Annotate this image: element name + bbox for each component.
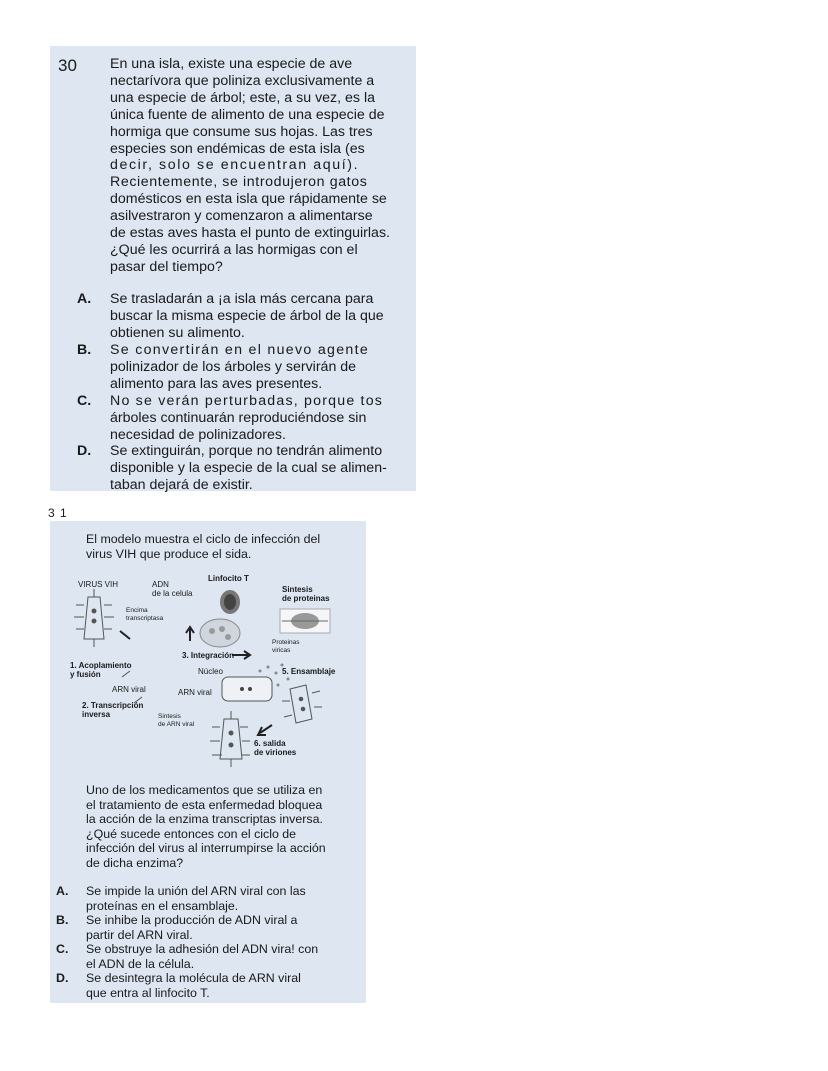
diagram-label-line: de la celula (152, 589, 193, 598)
option-line: taban dejará de existir. (110, 476, 253, 493)
option-line: buscar la misma especie de árbol de la que (110, 307, 384, 324)
diagram-label-line: de ARN viral (158, 720, 195, 728)
option-b[interactable] (56, 913, 362, 943)
stem-line: de estas aves hasta el punto de extinguirlas. (110, 225, 390, 242)
option-line: partir del ARN viral. (86, 927, 193, 942)
arrow-icon (186, 627, 194, 641)
diagram-label: 5. Ensamblaje (282, 667, 336, 676)
hiv-cycle-diagram (50, 569, 366, 781)
stem-line: asilvestraron y comenzaron a alimentarse (110, 208, 373, 225)
stem-line: ¿Qué les ocurrirá a las hormigas con el (110, 241, 358, 258)
arrow-icon (232, 651, 250, 659)
stem-line: infección del virus al interrumpirse la acción (86, 841, 326, 856)
diagram-label-line: ADN (152, 580, 169, 589)
diagram-label-line: Proteinas (272, 639, 300, 646)
stem-line: ¿Qué sucede entonces con el ciclo de (86, 826, 297, 841)
diagram-label-line: 1. Acoplamiento (70, 661, 132, 670)
question-stem (86, 783, 364, 871)
question-number: 3 1 (48, 506, 68, 520)
cell-nucleus-icon (222, 677, 272, 701)
diagram-label: 3. Integración (182, 651, 235, 660)
question-30-panel (50, 46, 416, 491)
option-a[interactable] (77, 291, 413, 343)
option-letter: A. (56, 884, 69, 898)
protein-synthesis-icon (280, 609, 330, 633)
option-letter: D. (77, 443, 92, 459)
intro-line: virus VIH que produce el sida. (86, 546, 252, 561)
diagram-label (158, 713, 194, 728)
option-c[interactable] (56, 942, 362, 972)
option-a[interactable] (56, 884, 362, 914)
option-line: Se convertirán en el nuevo agente (110, 342, 370, 358)
diagram-label: VIRUS VIH (78, 580, 119, 589)
diagram-label: Linfocito T (208, 574, 249, 583)
diagram-label (272, 639, 299, 654)
option-line: proteínas en el ensamblaje. (86, 898, 239, 913)
diagram-label: Núcleo (198, 667, 223, 676)
option-line: obtienen su alimento. (110, 324, 245, 341)
option-letter: C. (56, 942, 69, 956)
diagram-label (82, 701, 143, 719)
diagram-label-line: 2. Transcripción (82, 701, 144, 710)
option-line: Se extinguirán, porque no tendrán alimento (110, 443, 383, 459)
option-d[interactable] (56, 971, 362, 1001)
option-letter: B. (77, 342, 92, 358)
option-c[interactable] (77, 393, 413, 445)
option-line: que entra al linfocito T. (86, 985, 210, 1000)
stem-line: Uno de los medicamentos que se utiliza en (86, 783, 323, 797)
question-number: 30 (58, 56, 77, 75)
option-line: alimento para las aves presentes. (110, 375, 323, 392)
diagram-label-line: Sintesis (158, 713, 181, 720)
option-line: Se desintegra la molécula de ARN viral (86, 971, 301, 985)
arrow-icon (120, 631, 130, 639)
dna-cluster-icon (220, 590, 240, 614)
lymphocyte-icon (200, 619, 240, 647)
stem-line: En una isla, existe una especie de ave (110, 56, 353, 72)
diagram-label (126, 607, 163, 622)
stem-line: domésticos en esta isla que rápidamente se (110, 191, 387, 208)
stem-line: la acción de la enzima transcriptas inversa. (86, 812, 323, 827)
stem-line: Recientemente, se introdujeron gatos (110, 174, 368, 191)
question-stem (110, 56, 413, 276)
diagram-label-line: Encima (126, 607, 148, 614)
stem-line: hormiga que consume sus hojas. Las tres (110, 123, 373, 140)
option-line: disponible y la especie de la cual se alimen- (110, 459, 387, 476)
diagram-label (70, 661, 132, 679)
arrow-icon (258, 725, 272, 735)
option-letter: C. (77, 393, 92, 409)
virus-particle-icon (74, 589, 114, 647)
stem-line: única fuente de alimento de una especie de (110, 106, 385, 123)
virion-icon (282, 685, 322, 723)
option-letter: A. (77, 291, 92, 307)
diagram-label-line: transcriptasa (126, 614, 164, 622)
virion-icon (210, 711, 250, 767)
diagram-label-line: inversa (82, 710, 111, 719)
option-letter: D. (56, 971, 69, 985)
stem-line: nectarívora que poliniza exclusivamente a (110, 72, 375, 89)
stem-line: especies son endémicas de esta isla (es (110, 140, 365, 157)
diagram-label-line: viricas (272, 646, 291, 654)
diagram-label-line: de viriones (254, 748, 297, 757)
diagram-label-line: de proteinas (282, 594, 330, 603)
option-b[interactable] (77, 342, 413, 394)
option-line: árboles continuarán reproduciéndose sin (110, 409, 367, 426)
diagram-label (282, 585, 330, 603)
stem-line: el tratamiento de esta enfermedad bloquea (86, 797, 323, 812)
diagram-label: ARN viral (112, 685, 146, 694)
option-letter: B. (56, 913, 69, 927)
option-line: el ADN de la célula. (86, 956, 195, 971)
diagram-label (254, 739, 296, 757)
option-line: polinizador de los árboles y servirán de (110, 358, 357, 375)
stem-line: decir, solo se encuentran aquí). (110, 157, 360, 174)
option-line: No se verán perturbadas, porque tos (110, 393, 384, 409)
option-line: necesidad de polinizadores. (110, 426, 286, 443)
stem-line: una especie de árbol; este, a su vez, es la (110, 89, 375, 106)
diagram-label-line: Sintesis (282, 585, 313, 594)
diagram-label-line: y fusión (70, 670, 101, 679)
question-31-panel (50, 521, 366, 1003)
stem-line: de dicha enzima? (86, 855, 184, 870)
stem-line: pasar del tiempo? (110, 258, 223, 275)
diagram-label-line: 6. salida (254, 739, 286, 748)
option-line: Se inhibe la producción de ADN viral a (86, 913, 298, 927)
option-d[interactable] (77, 443, 413, 495)
intro-line: El modelo muestra el ciclo de infección del (86, 532, 321, 546)
question-intro (86, 532, 364, 561)
diagram-label: ARN viral (178, 688, 212, 697)
option-line: Se trasladarán a ¡a isla más cercana para (110, 291, 374, 307)
option-line: Se impide la unión del ARN viral con las (86, 884, 306, 898)
diagram-label (152, 580, 192, 598)
option-line: Se obstruye la adhesión del ADN vira! con (86, 942, 319, 956)
